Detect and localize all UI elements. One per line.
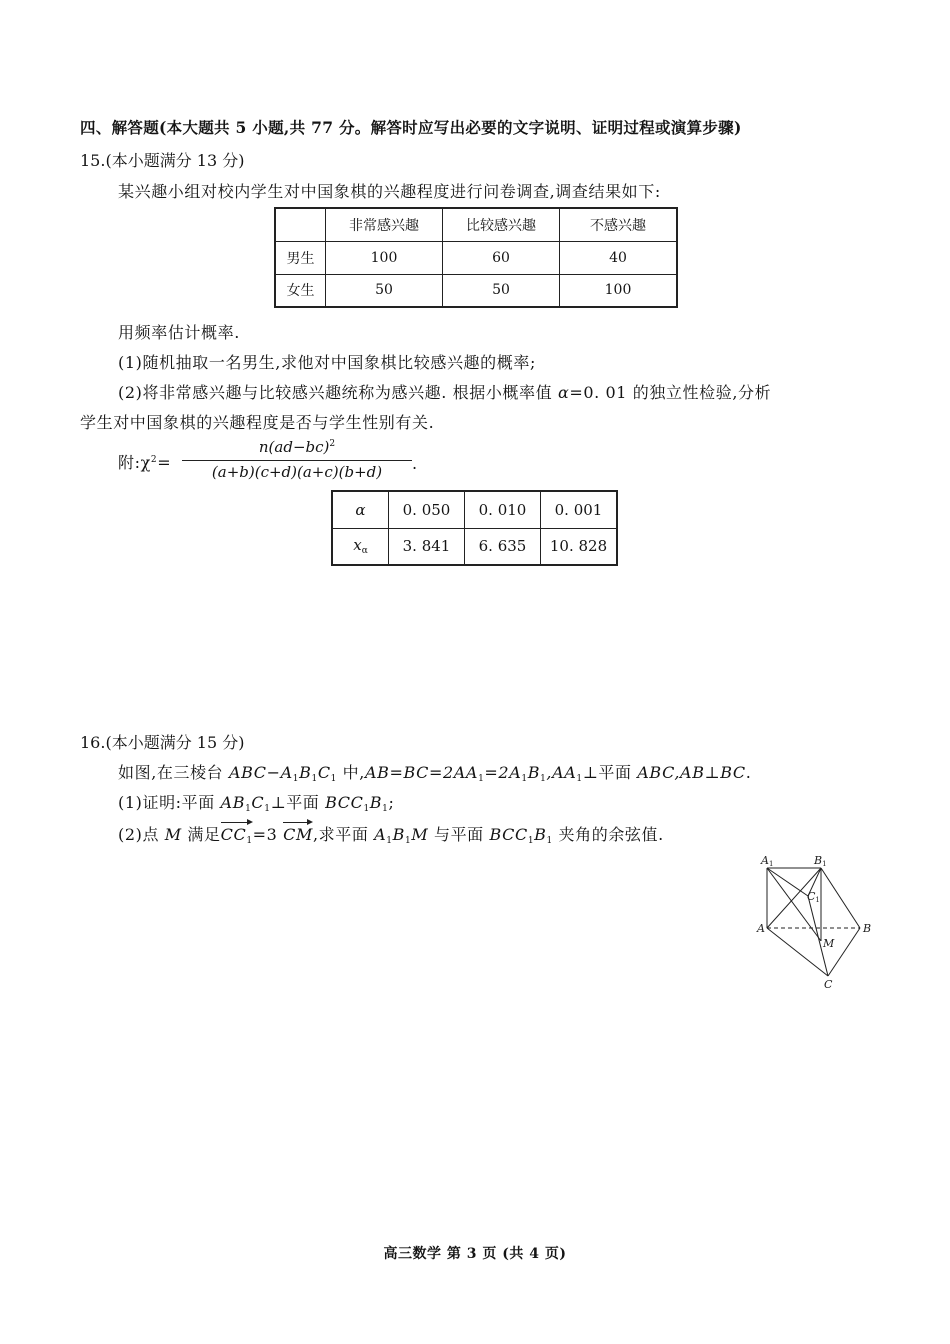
table-cell: 50 xyxy=(443,274,560,307)
table-cell: 100 xyxy=(326,241,443,274)
text-span: =3 xyxy=(252,825,284,844)
chi-square-fraction xyxy=(182,438,412,481)
table-cell: 10. 828 xyxy=(541,528,618,565)
vector-cc1 xyxy=(221,825,253,846)
text-span: B xyxy=(369,793,383,812)
survey-table xyxy=(274,207,678,308)
text-span: (a+b)(c+d)(a+c)(b+d) xyxy=(211,463,383,481)
q15-part2-line1 xyxy=(118,380,771,403)
label-b: B xyxy=(863,922,872,935)
subscript: 1 xyxy=(246,836,253,846)
q16-part1 xyxy=(118,790,394,814)
text-span: BCC xyxy=(489,825,528,844)
text-span: = xyxy=(157,453,172,472)
text-span: (1)证明:平面 xyxy=(118,793,221,812)
subscript: 1 xyxy=(311,774,318,784)
text-span: 如图,在三棱台 xyxy=(118,763,229,782)
table-header-row xyxy=(275,208,677,241)
text-span: x xyxy=(353,536,362,555)
label-m: M xyxy=(823,937,835,950)
table-cell xyxy=(275,208,326,241)
text-span: ,AB⊥BC xyxy=(674,763,746,782)
text-span: 中, xyxy=(336,763,365,782)
table-cell: 0. 001 xyxy=(541,491,618,528)
subscript: 1 xyxy=(521,774,528,784)
table-cell: 3. 841 xyxy=(389,528,465,565)
alpha-symbol: α xyxy=(355,500,366,519)
subscript: 1 xyxy=(386,836,393,846)
text-span: B xyxy=(527,763,541,782)
table-row xyxy=(332,491,617,528)
subscript: 1 xyxy=(292,774,300,784)
subscript: 1 xyxy=(478,774,485,784)
subscript: 1 xyxy=(546,836,553,846)
q15-part1: (1)随机抽取一名男生,求他对中国象棋比较感兴趣的概率; xyxy=(118,353,536,372)
formula-end: . xyxy=(412,454,418,473)
subscript: 1 xyxy=(404,836,412,846)
text-span: AB=BC=2AA xyxy=(364,763,479,782)
subscript: α xyxy=(361,546,368,557)
alpha-symbol: α xyxy=(557,383,570,402)
q15-intro: 某兴趣小组对校内学生对中国象棋的兴趣程度进行问卷调查,调查结果如下: xyxy=(118,182,661,201)
text-span: ABC xyxy=(637,763,675,782)
figure-labels xyxy=(756,854,871,991)
row-label: 男生 xyxy=(275,241,326,274)
fraction-denominator xyxy=(182,463,412,481)
text-span: 附:χ xyxy=(118,453,151,472)
section-title: 四、解答题(本大题共 5 小题,共 77 分。解答时应写出必要的文字说明、证明过程或演算步骤) xyxy=(80,118,742,137)
subscript: 1 xyxy=(527,836,535,846)
subscript: 1 xyxy=(264,804,271,814)
subscript: 1 xyxy=(363,804,370,814)
table-row xyxy=(275,241,677,274)
vector-cm xyxy=(283,825,313,844)
row-label xyxy=(332,528,389,565)
fraction-numerator xyxy=(182,438,412,458)
q15-part2-line2: 学生对中国象棋的兴趣程度是否与学生性别有关. xyxy=(80,413,435,432)
text-span: M xyxy=(164,825,182,844)
text-span: (2)将非常感兴趣与比较感兴趣统称为感兴趣. 根据小概率值 xyxy=(118,383,558,402)
text-span: BCC xyxy=(325,793,364,812)
label-b1: B1 xyxy=(814,854,827,868)
text-span: 满足 xyxy=(181,825,221,844)
table-cell: 0. 050 xyxy=(389,491,465,528)
text-span: CC xyxy=(220,825,247,844)
label-c: C xyxy=(824,978,833,991)
edge-a1c1 xyxy=(767,868,808,896)
text-span: =0. 01 的独立性检验,分析 xyxy=(569,383,772,402)
text-span: 夹角的余弦值. xyxy=(552,825,664,844)
table-cell: 40 xyxy=(560,241,678,274)
table-cell: 60 xyxy=(443,241,560,274)
label-a: A xyxy=(757,922,765,935)
text-span: (2)点 xyxy=(118,825,165,844)
subscript: 1 xyxy=(576,774,583,784)
line-a1m xyxy=(767,868,821,941)
text-span: B xyxy=(392,825,405,844)
table-cell: 6. 635 xyxy=(465,528,541,565)
fraction-bar xyxy=(182,460,412,461)
label-c1: C1 xyxy=(807,890,820,904)
table-cell: 100 xyxy=(560,274,678,307)
text-span: ABC−A xyxy=(228,763,293,782)
table-header-cell: 不感兴趣 xyxy=(560,208,678,241)
text-span: B xyxy=(299,763,312,782)
q15-note: 用频率估计概率. xyxy=(118,323,240,342)
q15-heading: 15.(本小题满分 13 分) xyxy=(80,151,245,170)
text-span: . xyxy=(745,763,752,782)
text-span: n(ad−bc) xyxy=(258,438,330,456)
table-row xyxy=(275,274,677,307)
q16-part2 xyxy=(118,822,664,846)
table-header-cell: 非常感兴趣 xyxy=(326,208,443,241)
superscript: 2 xyxy=(329,439,336,449)
q16-intro xyxy=(118,760,751,784)
text-span: AB xyxy=(220,793,246,812)
edge-cc1 xyxy=(808,896,828,976)
subscript: 1 xyxy=(540,774,547,784)
edge-ac xyxy=(767,928,828,976)
critical-value-table xyxy=(331,490,618,566)
subscript: 1 xyxy=(245,804,252,814)
edge-bc xyxy=(828,928,860,976)
table-row xyxy=(332,528,617,565)
table-cell: 0. 010 xyxy=(465,491,541,528)
text-span: B xyxy=(534,825,547,844)
row-label xyxy=(332,491,389,528)
formula-prefix xyxy=(118,450,171,473)
text-span: 与平面 xyxy=(428,825,490,844)
text-span: ; xyxy=(388,793,395,812)
text-span: CM xyxy=(283,825,313,844)
page-footer: 高三数学 第 3 页 (共 4 页) xyxy=(383,1246,567,1262)
text-span: ,AA xyxy=(546,763,577,782)
q16-heading: 16.(本小题满分 15 分) xyxy=(80,733,245,752)
text-span: ⊥平面 xyxy=(270,793,326,812)
text-span: ,求平面 xyxy=(312,825,375,844)
table-cell: 50 xyxy=(326,274,443,307)
text-span: C xyxy=(251,793,265,812)
edge-bb1 xyxy=(821,868,860,928)
figure-lines xyxy=(767,868,860,976)
table-header-cell: 比较感兴趣 xyxy=(443,208,560,241)
text-span: ⊥平面 xyxy=(582,763,638,782)
label-a1: A1 xyxy=(761,854,774,868)
text-span: C xyxy=(317,763,331,782)
text-span: M xyxy=(411,825,429,844)
text-span: =2A xyxy=(484,763,522,782)
subscript: 1 xyxy=(330,774,337,784)
text-span: A xyxy=(374,825,387,844)
superscript: 2 xyxy=(150,455,158,465)
row-label: 女生 xyxy=(275,274,326,307)
frustum-figure xyxy=(740,848,880,993)
subscript: 1 xyxy=(382,804,389,814)
